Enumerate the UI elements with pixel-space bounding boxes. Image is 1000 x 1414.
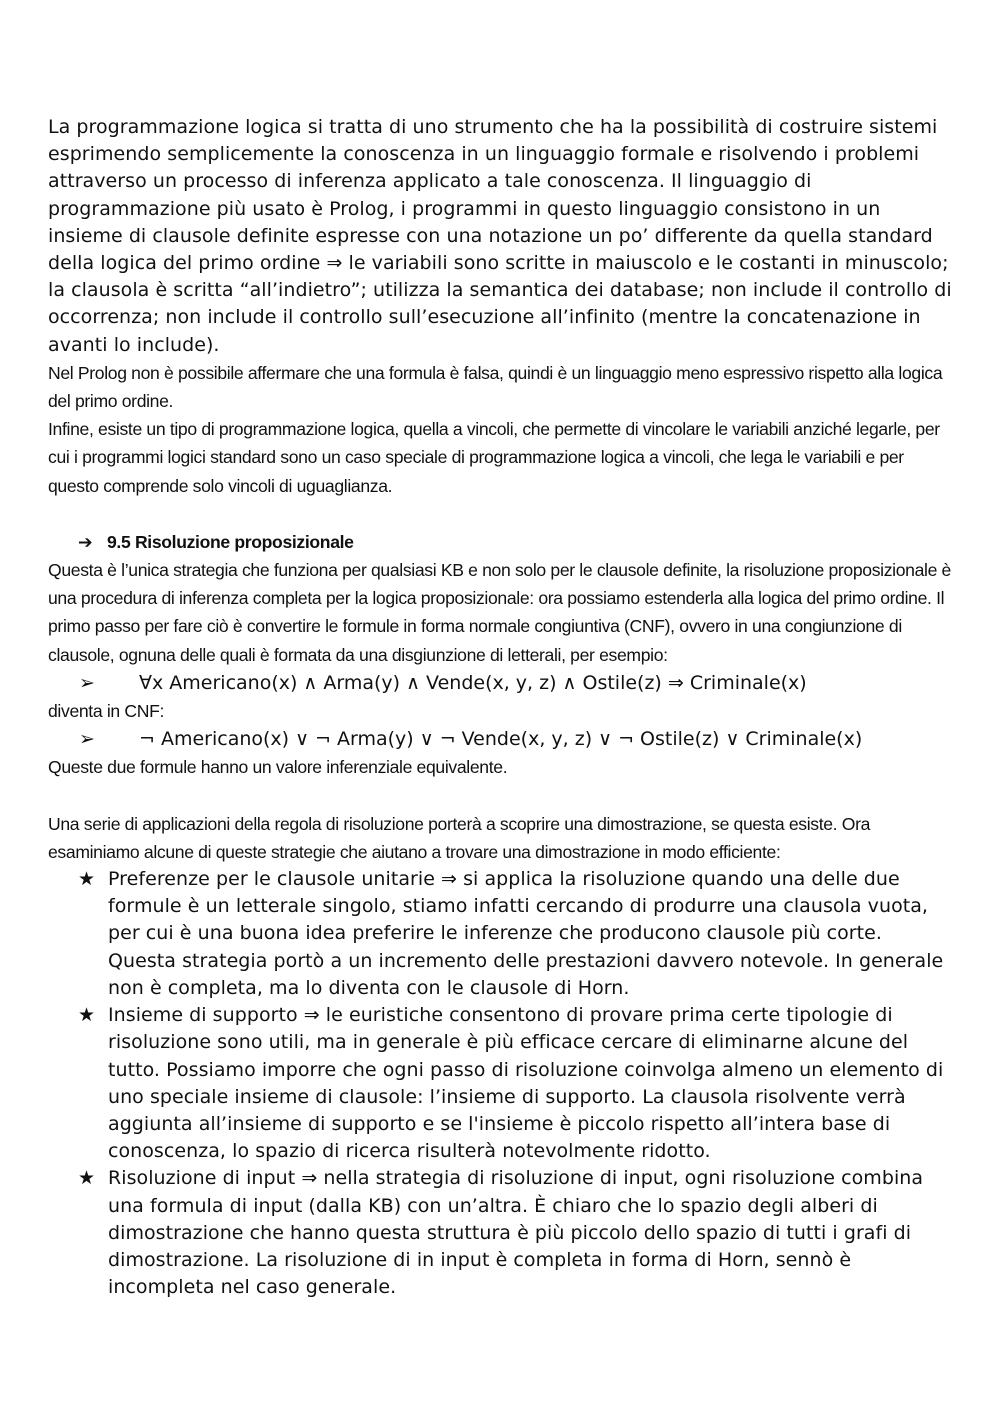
list-item xyxy=(48,1002,953,1165)
section-title: 9.5 Risoluzione proposizionale xyxy=(107,531,354,552)
page-content xyxy=(48,114,953,1301)
resolution-paragraph: Questa è l’unica strategia che funziona per qualsiasi KB e non solo per le clausole definite, la risoluzione proposizionale è una procedura di inferenza completa per la logica proposizionale: ora possiamo estenderla alla logica del primo ordine. Il primo passo per fare ciò è convertire le formule in forma normale congiuntiva (CNF), ovvero in una congiunzione di clausole, ognuna delle quali è formata da una disgiunzione di letterali, per esempio: xyxy=(48,560,951,665)
section-heading xyxy=(48,528,953,556)
formula-cnf xyxy=(48,725,953,753)
formula-text: ∀x Americano(x) ∧ Arma(y) ∧ Vende(x, y, z) ∧ Ostile(z) ⇒ Criminale(x) xyxy=(139,671,807,694)
list-item-text: Preferenze per le clausole unitarie ⇒ si applica la risoluzione quando una delle due formule è un letterale singolo, stiamo infatti cercando di produrre una clausola vuota, per cui è una buona idea preferire le inferenze che producono clausole più corte. Questa strategia portò a un incremento delle prestazioni davvero notevole. In generale non è completa, ma lo diventa con le clausole di Horn. xyxy=(108,868,944,999)
constraint-programming-paragraph: Infine, esiste un tipo di programmazione logica, quella a vincoli, che permette di vincolare le variabili anziché legarle, per cui i programmi logici standard sono un caso speciale di programmazione logica a vincoli, che lega le variabili e per questo comprende solo vincoli di uguaglianza. xyxy=(48,419,940,496)
star-bullet-icon: ★ xyxy=(78,1167,96,1190)
formula-text: ¬ Americano(x) ∨ ¬ Arma(y) ∨ ¬ Vende(x, y, z) ∨ ¬ Ostile(z) ∨ Criminale(x) xyxy=(139,728,863,751)
star-bullet-icon: ★ xyxy=(78,1004,96,1027)
list-item xyxy=(48,866,953,1002)
spacer xyxy=(48,500,953,528)
spacer xyxy=(48,782,953,810)
cnf-intro-text: diventa in CNF: xyxy=(48,701,164,722)
intro-paragraph: La programmazione logica si tratta di uno strumento che ha la possibilità di costruire sistemi esprimendo semplicemente la conoscenza in un linguaggio formale e risolvendo i problemi attraverso un processo di inferenza applicato a tale conoscenza. Il linguaggio di programmazione più usato è Prolog, i programmi in questo linguaggio consistono in un insieme di clausole definite espresse con una notazione un po’ differente da quella standard della logica del primo ordine ⇒ le variabili sono scritte in maiuscolo e le costanti in minuscolo; la clausola è scritta “all’indietro”; utilizza la semantica dei database; non include il controllo di occorrenza; non include il controllo sull’esecuzione all’infinito (mentre la concatenazione in avanti lo include). xyxy=(48,116,952,356)
strategies-list xyxy=(48,866,953,1301)
equivalence-text: Queste due formule hanno un valore inferenziale equivalente. xyxy=(48,757,508,778)
list-item-text: Insieme di supporto ⇒ le euristiche consentono di provare prima certe tipologie di risoluzione sono utili, ma in generale è più efficace cercare di eliminarne alcune del tutto. Possiamo imporre che ogni passo di risoluzione coinvolga almeno un elemento di uno speciale insieme di clausole: l’insieme di supporto. La clausola risolvente verrà aggiunta all’insieme di supporto e se l'insieme è piccolo rispetto all’intera base di conoscenza, lo spazio di ricerca risulterà notevolmente ridotto. xyxy=(108,1004,944,1163)
strategies-intro-paragraph: Una serie di applicazioni della regola di risoluzione porterà a scoprire una dimostrazione, se questa esiste. Ora esaminiamo alcune di queste strategie che aiutano a trovare una dimostrazione in modo efficiente: xyxy=(48,813,871,862)
list-item xyxy=(48,1165,953,1301)
arrowhead-bullet-icon: ➢ xyxy=(79,728,95,751)
star-bullet-icon: ★ xyxy=(78,868,96,891)
arrow-icon: ➔ xyxy=(78,531,93,552)
formula-original xyxy=(48,669,953,697)
prolog-expressiveness-paragraph: Nel Prolog non è possibile affermare che una formula è falsa, quindi è un linguaggio meno espressivo rispetto alla logica del primo ordine. xyxy=(48,362,943,412)
list-item-text: Risoluzione di input ⇒ nella strategia di risoluzione di input, ogni risoluzione combina una formula di input (dalla KB) con un’altra. È chiaro che lo spazio degli alberi di dimostrazione che hanno questa struttura è più piccolo dello spazio di tutti i grafi di dimostrazione. La risoluzione di in input è completa in forma di Horn, sennò è incompleta nel caso generale. xyxy=(108,1167,924,1299)
arrowhead-bullet-icon: ➢ xyxy=(79,671,95,694)
